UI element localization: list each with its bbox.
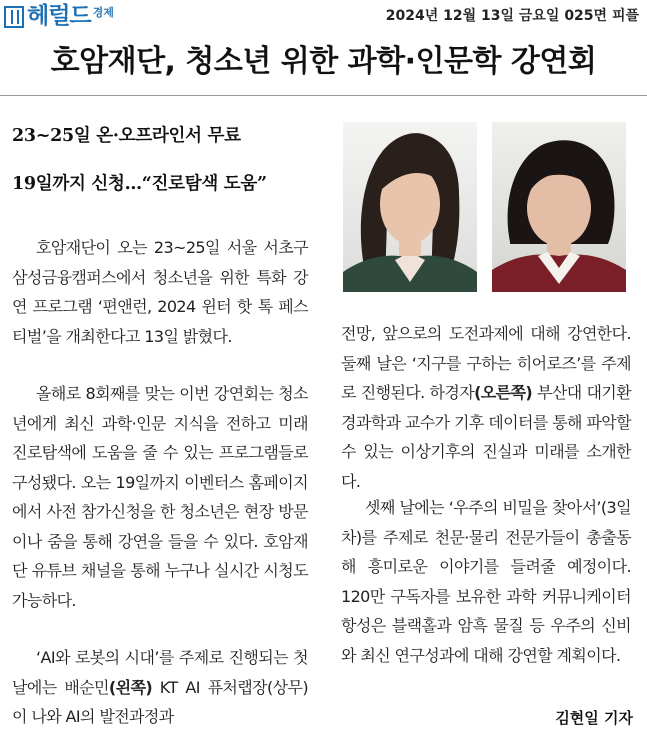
article-paragraph-4: [341, 319, 631, 496]
article-paragraph-3: [12, 643, 308, 732]
byline: 김현일 기자: [555, 709, 633, 727]
paragraph-text: 전망, 앞으로의 도전과제에 대해 강연한다. 둘째 날은 ‘지구를 구하는 히어로즈’를 주제로 진행된다. 하경자: [341, 324, 631, 402]
logo-sub: 경제: [92, 6, 114, 19]
headline: 호암재단, 청소년 위한 과학·인문학 강연회: [50, 44, 597, 79]
paragraph-text: KT AI 퓨처랩장(상무)이 나와 AI의 발전과정과: [12, 677, 308, 726]
logo-icon: [4, 6, 24, 28]
paragraph-text: 부산대 대기환경과학과 교수가 기후 데이터를 통해 파악할 수 있는 이상기후의 진실과 미래를 소개한다.: [341, 383, 632, 491]
portrait-left-graphic: [343, 122, 477, 292]
photo-reference-right: (오른쪽): [474, 383, 533, 402]
portrait-photo-left: [343, 122, 477, 292]
article-paragraph-5: 셋째 날에는 ‘우주의 비밀을 찾아서’(3일차)를 주제로 천문·물리 전문가들이 총출동해 흥미로운 이야기를 들려줄 예정이다. 120만 구독자를 보유한 과학 커뮤니케이터 항성은 블랙홀과 암흑 물질 등 우주의 신비와 최신 연구성과에 대해 강연할 계획이다.: [341, 498, 631, 665]
subhead-2: 19일까지 신청…“진로탐색 도움”: [12, 174, 267, 194]
publication-info: 2024년 12월 13일 금요일 025면 피플: [385, 8, 639, 24]
portrait-right-graphic: [492, 122, 626, 292]
photo-reference-left: (왼쪽): [108, 677, 153, 697]
logo-text: 헤럴드: [27, 3, 91, 29]
headline-divider: [0, 95, 647, 96]
article-paragraph-1: 호암재단이 오는 23~25일 서울 서초구 삼성금융캠퍼스에서 청소년을 위한 특화 강연 프로그램 ‘편앤런, 2024 윈터 핫 톡 페스티벌’을 개최한다고 13일 밝혔다.: [12, 238, 308, 346]
portrait-photo-right: [492, 122, 626, 292]
newspaper-logo: [4, 2, 114, 28]
subhead-1: 23~25일 온·오프라인서 무료: [12, 126, 241, 146]
paragraph-text: ‘AI와 로봇의 시대’를 주제로 진행되는 첫날에는 배순민: [12, 648, 308, 697]
article-paragraph-2: 올해로 8회째를 맞는 이번 강연회는 청소년에게 최신 과학·인문 지식을 전하고 미래 진로탐색에 도움을 줄 수 있는 프로그램들로 구성됐다. 오는 19일까지 이벤터스 홈페이지에서 사전 참가신청을 한 청소년은 현장 방문이나 줌을 통해 강연을 들을 수 있다. 호암재단 유튜브 채널을 통해 누구나 실시간 시청도 가능하다.: [12, 384, 308, 610]
